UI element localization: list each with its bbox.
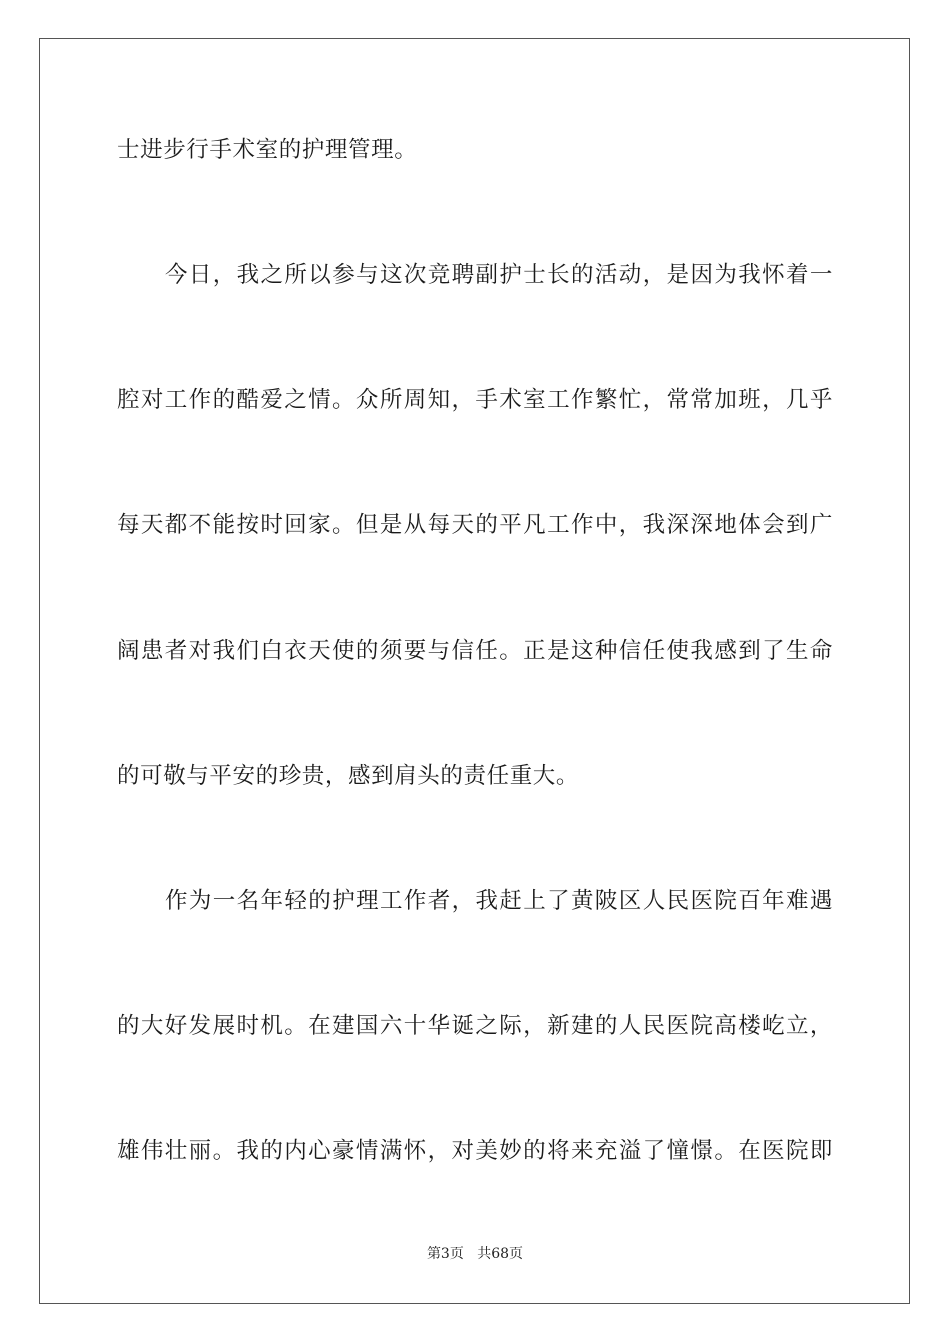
text-line-7: 作为一名年轻的护理工作者，我赶上了黄陂区人民医院百年难遇	[165, 888, 833, 914]
text-line-2: 今日，我之所以参与这次竞聘副护士长的活动，是因为我怀着一	[165, 262, 833, 288]
text-line-4: 每天都不能按时回家。但是从每天的平凡工作中，我深深地体会到广	[117, 512, 833, 538]
text-line-6: 的可敬与平安的珍贵，感到肩头的责任重大。	[117, 763, 580, 789]
text-line-9: 雄伟壮丽。我的内心豪情满怀，对美妙的将来充溢了憧憬。在医院即	[117, 1138, 833, 1164]
text-line-1: 士进步行手术室的护理管理。	[117, 137, 418, 163]
page-total: 共68页	[477, 1246, 524, 1262]
text-line-3: 腔对工作的酷爱之情。众所周知，手术室工作繁忙，常常加班，几乎	[117, 387, 833, 413]
page-number: 第3页	[426, 1246, 464, 1262]
page-border	[39, 38, 910, 1304]
page-footer	[0, 1245, 950, 1263]
text-line-5: 阔患者对我们白衣天使的须要与信任。正是这种信任使我感到了生命	[117, 638, 833, 664]
text-line-8: 的大好发展时机。在建国六十华诞之际，新建的人民医院高楼屹立，	[117, 1013, 833, 1039]
